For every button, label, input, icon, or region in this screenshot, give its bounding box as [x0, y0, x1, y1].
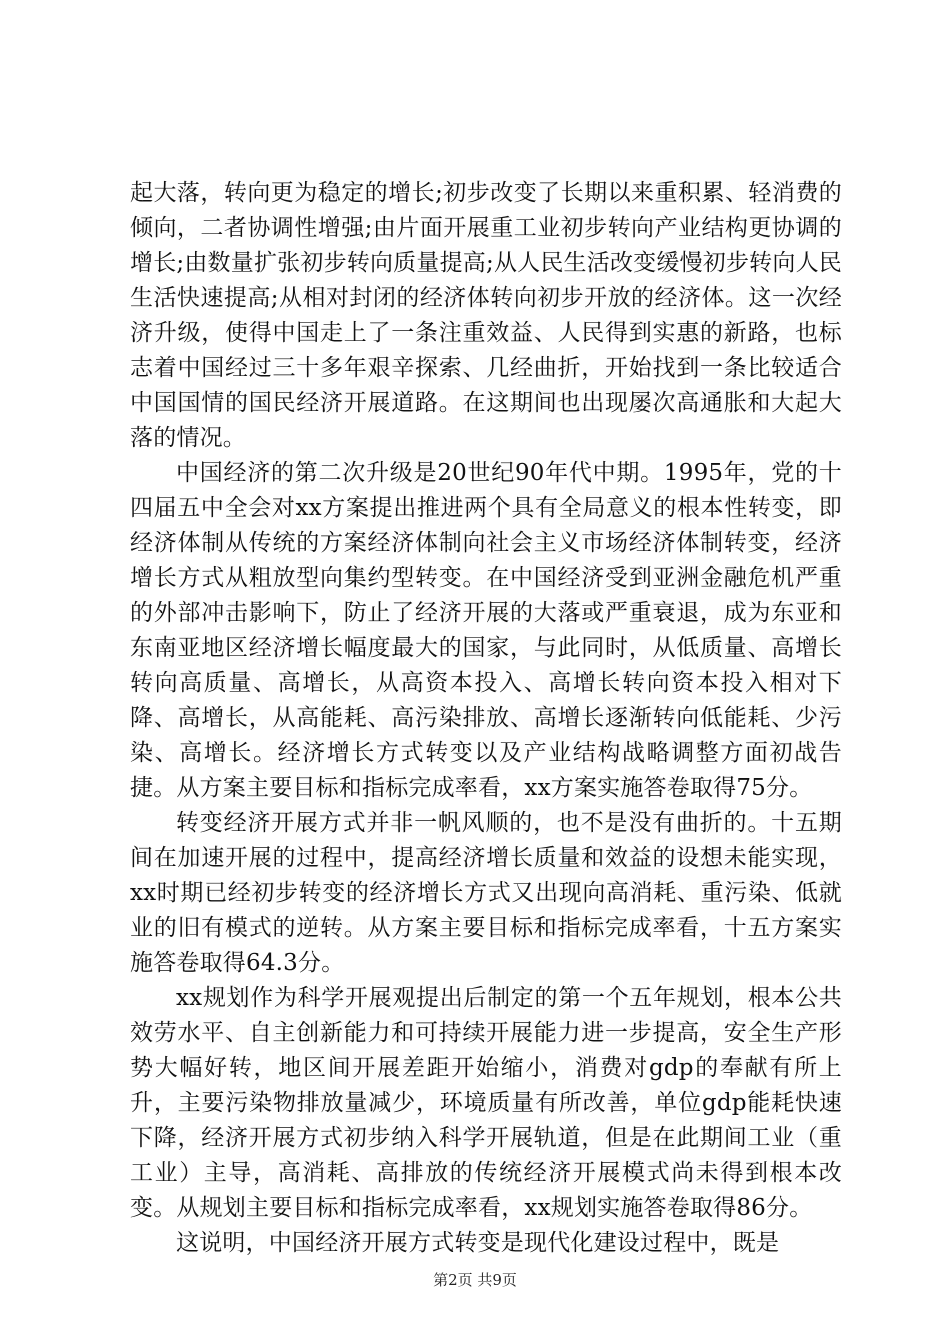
document-body [130, 176, 842, 1261]
paragraph-2: 中国经济的第二次升级是20世纪90年代中期。1995年，党的十四届五中全会对xx方案提出推进两个具有全局意义的根本性转变，即经济体制从传统的方案经济体制向社会主义市场经济体制转变，经济增长方式从粗放型向集约型转变。在中国经济受到亚洲金融危机严重的外部冲击影响下，防止了经济开展的大落或严重衰退，成为东亚和东南亚地区经济增长幅度最大的国家，与此同时，从低质量、高增长转向高质量、高增长，从高资本投入、高增长转向资本投入相对下降、高增长，从高能耗、高污染排放、高增长逐渐转向低能耗、少污染、高增长。经济增长方式转变以及产业结构战略调整方面初战告捷。从方案主要目标和指标完成率看，xx方案实施答卷取得75分。 [130, 460, 842, 801]
paragraph-4: xx规划作为科学开展观提出后制定的第一个五年规划，根本公共效劳水平、自主创新能力和可持续开展能力进一步提高，安全生产形势大幅好转，地区间开展差距开始缩小，消费对gdp的奉献有所上升，主要污染物排放量减少，环境质量有所改善，单位gdp能耗快速下降，经济开展方式初步纳入科学开展轨道，但是在此期间工业（重工业）主导，高消耗、高排放的传统经济开展模式尚未得到根本改变。从规划主要目标和指标完成率看，xx规划实施答卷取得86分。 [130, 985, 842, 1221]
paragraph-1: 起大落，转向更为稳定的增长;初步改变了长期以来重积累、轻消费的倾向，二者协调性增强;由片面开展重工业初步转向产业结构更协调的增长;由数量扩张初步转向质量提高;从人民生活改变缓慢初步转向人民生活快速提高;从相对封闭的经济体转向初步开放的经济体。这一次经济升级，使得中国走上了一条注重效益、人民得到实惠的新路，也标志着中国经过三十多年艰辛探索、几经曲折，开始找到一条比较适合中国国情的国民经济开展道路。在这期间也出现屡次高通胀和大起大落的情况。 [130, 180, 842, 451]
page-footer: 第2页 共9页 [433, 1271, 517, 1289]
paragraph-3: 转变经济开展方式并非一帆风顺的，也不是没有曲折的。十五期间在加速开展的过程中，提高经济增长质量和效益的设想未能实现，xx时期已经初步转变的经济增长方式又出现向高消耗、重污染、低就业的旧有模式的逆转。从方案主要目标和指标完成率看，十五方案实施答卷取得64.3分。 [130, 810, 842, 976]
paragraph-5: 这说明，中国经济开展方式转变是现代化建设过程中，既是 [176, 1230, 780, 1256]
